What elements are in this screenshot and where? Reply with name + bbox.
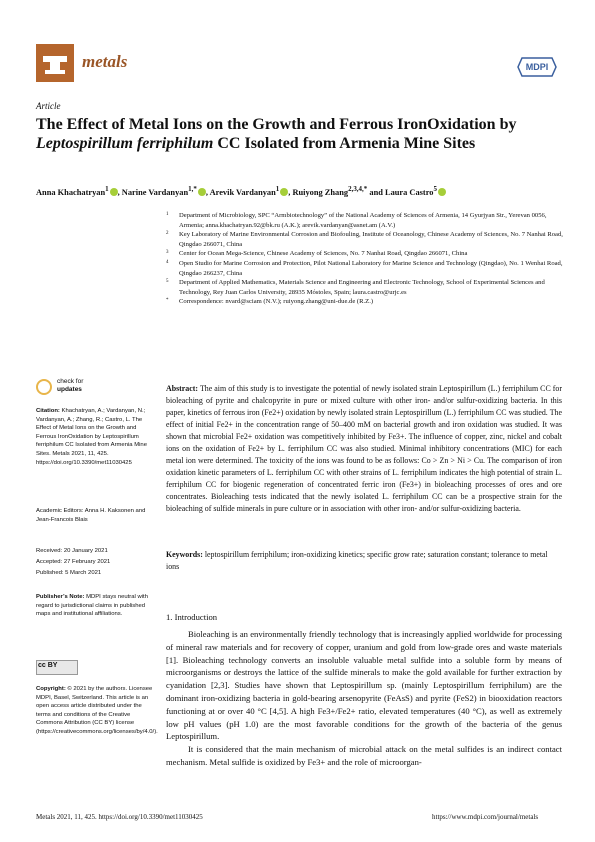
affiliations <box>166 211 571 307</box>
journal-logo <box>36 44 74 82</box>
author-sup: 1 <box>105 185 109 193</box>
affiliation-number: 1 <box>166 212 169 217</box>
author-list <box>36 185 576 197</box>
check-updates-icon <box>36 379 52 395</box>
affiliation-row <box>166 249 571 259</box>
affiliation-number: * <box>166 298 169 304</box>
affiliation-number: 4 <box>166 259 169 265</box>
keywords-label: Keywords: <box>166 550 203 559</box>
abstract-text: The aim of this study is to investigate the potential of newly isolated strain Leptospirillum (L.) ferriphilum CC for bioleaching of pyrite and chalcopyrite in pure or mixed culture with other iron- and/or sulfur-oxidizing bacteria. In this paper, kinetics of ferrous iron (Fe2+) oxidation by newly isolated strain Leptospirillum (L.) ferriphilum CC was studied. The effect of initial Fe2+ in the concentration range of 50–400 mM on bacterial growth and iron oxidation was studied. It was shown that microbial Fe2+ oxidation was competitively inhibited by Fe3+. The influence of copper, zinc, nickel and cobalt ions on the oxidation of Fe2+ by L. ferriphilum CC was also studied. Minimal inhibitory concentrations (MIC) for each metal ion were determined. The toxicity of the ions was found to be as follows: Co > Zn > Ni > Cu. The comparison of iron oxidation kinetic parameters of L. ferriphilum CC with other strains of L. ferriphilum indicates the high potential of strain L. ferriphilum CC for biogenic regeneration of concentrated ferric iron (Fe3+) in bioleaching processes of ores and ore concentrates. Bioleaching tests indicated that the newly isolated L. ferriphilum CC can be a prospective strain for the bioleaching of sulfide minerals in pure culture or in association with other iron- and/or sulfur-oxidizing bacteria. <box>166 384 562 513</box>
affiliation-number: 2 <box>166 231 169 237</box>
citation-block <box>36 407 154 467</box>
check-for-updates-button[interactable] <box>36 378 96 400</box>
author-sup: 1 <box>275 185 280 193</box>
author-name: Anna Khachatryan <box>36 187 106 197</box>
abstract <box>166 383 562 515</box>
footer-citation: Metals 2021, 11, 425. https://doi.org/10.3390/met11030425 <box>36 813 203 821</box>
author-name: Laura Castro <box>385 187 434 197</box>
affiliation-row <box>166 278 571 297</box>
title-italic: Leptospirillum ferriphilum <box>36 135 214 152</box>
check-updates-line1: check for <box>57 378 84 385</box>
author-sep: and <box>367 187 385 197</box>
author-sep: , <box>205 187 210 197</box>
anvil-icon <box>36 44 74 82</box>
section-body <box>166 628 562 769</box>
affiliation-text: Open Studio for Marine Corrosion and Protection, Pilot National Laboratory for Marine Science and Technology (Qingdao), No. 1 Wenhai Road, Qingdao 266237, China <box>179 259 563 277</box>
journal-name: metals <box>82 52 128 71</box>
check-updates-line2: updates <box>57 386 82 393</box>
mdpi-logo <box>517 56 557 83</box>
footer-journal-link[interactable]: https://www.mdpi.com/journal/metals <box>432 813 539 821</box>
affiliation-number: 5 <box>166 279 169 285</box>
publisher-note-label: Publisher’s Note: <box>36 594 85 600</box>
author-name: Narine Vardanyan <box>121 187 189 197</box>
affiliation-number: 3 <box>166 250 169 256</box>
author-sep: , <box>288 187 293 197</box>
author-sup: 2,3,4,* <box>348 185 368 193</box>
title-part2: CC Isolated from Armenia Mine Sites <box>213 135 476 152</box>
author-name: Ruiyong Zhang <box>292 187 349 197</box>
article-type: Article <box>36 101 61 111</box>
paragraph: It is considered that the main mechanism of microbial attack on the metal sulfides is an indirect contact mechanism. Metal sulfide is oxidized by Fe3+ and the role of microorgan- <box>166 744 562 767</box>
abstract-label: Abstract: <box>166 384 198 393</box>
paragraph: Bioleaching is an environmentally friendly technology that is increasingly applied worldwide for processing of mineral raw materials and for recovery of copper, uranium and gold from low-grade ores and waste materials [1]. Bioleaching technology converts an insoluble valuable metal sulfide into a soluble form by means of microorganisms or destroys the lattice of the sulfide minerals to make the gold available for further extraction by cyanidation [2,3]. Studies have shown that Leptospirillum sp. (mainly Leptospirillum ferriphilum) are the dominant iron-oxidizing bacteria in gold-bearing arsenopyrite (FeAsS) and pyrite (FeS2) in biooxidation reactors functioning at or over 40 °C [4,5]. A high Fe3+/Fe2+ ratio, elevated temperatures (40 °C), as well as extremely low pH values (pH 1.0) are the most favorable conditions for the growth of the bacteria of the genus Leptospirillum. <box>166 629 562 742</box>
publisher-note <box>36 593 154 619</box>
affiliation-row <box>166 230 571 249</box>
received-date: Received: 20 January 2021 <box>36 548 108 554</box>
citation-text: Khachatryan, A.; Vardanyan, N.; Vardanyan, A.; Zhang, R.; Castro, L. The Effect of Metal Ions on the Growth and Ferrous IronOxidation by Leptospirillum ferriphilum CC Isolated from Armenia Mine Sites. Metals 2021, 11, 425. https://doi.org/10.3390/met11030425 <box>36 408 147 466</box>
keywords-text: leptospirillum ferriphilum; iron-oxidizing kinetics; specific grow rate; saturation constant; tolerance to metal ions <box>166 550 548 571</box>
mdpi-logo-text: MDPI <box>525 62 549 72</box>
affiliation-row <box>166 259 571 278</box>
affiliation-text: Correspondence: nvard@sciam (N.V.); ruiyong.zhang@uni-due.de (R.Z.) <box>179 298 374 306</box>
affiliation-text: Department of Microbiology, SPC “Armbiotechnology” of the National Academy of Sciences of Armenia, 14 Gyurjyan Str., Yerevan 0056, Armenia; anna.khachatryan.92@bk.ru (A.K.); arevik.vardanyan@asnet.am (A.V.) <box>179 212 547 229</box>
author-sep: , <box>117 187 122 197</box>
author-sup: 5 <box>433 185 437 193</box>
keywords <box>166 549 562 573</box>
affiliation-row <box>166 211 571 230</box>
citation-label: Citation: <box>36 408 60 414</box>
title-part1: The Effect of Metal Ions on the Growth and Ferrous IronOxidation by <box>36 116 517 133</box>
article-title <box>36 115 566 153</box>
affiliation-text: Key Laboratory of Marine Environmental Corrosion and Biofouling, Institute of Oceanology, Chinese Academy of Sciences, No. 7 Nanhai Road, Qingdao 266071, China <box>179 231 563 248</box>
affiliation-text: Department of Applied Mathematics, Materials Science and Engineering and Electronic Technology, School of Experimental Sciences and Technology, Rey Juan Carlos University, 28935 Móstoles, Spain; laura.castro@urjc.es <box>179 279 545 296</box>
affiliation-row <box>166 297 571 307</box>
published-date: Published: 5 March 2021 <box>36 570 102 576</box>
author-sup: 1,* <box>188 185 197 193</box>
orcid-icon[interactable] <box>110 188 118 196</box>
academic-editors: Academic Editors: Anna H. Kaksonen and Jean-Francois Blais <box>36 508 146 523</box>
publisher-note-text: MDPI stays neutral with regard to jurisdictional claims in published maps and institutional affiliations. <box>36 594 148 618</box>
copyright-text: © 2021 by the authors. Licensee MDPI, Basel, Switzerland. This article is an open access article distributed under the terms and conditions of the Creative Commons Attribution (CC BY) license (https://creativecommons.org/licenses/by/4.0/). <box>36 686 158 735</box>
copyright-block <box>36 685 158 737</box>
copyright-label: Copyright: <box>36 686 66 692</box>
affiliation-text: Center for Ocean Mega-Science, Chinese Academy of Sciences, No. 7 Nanhai Road, Qingdao 266071, China <box>179 250 468 258</box>
orcid-icon[interactable] <box>438 188 446 196</box>
section-heading: 1. Introduction <box>166 612 218 622</box>
orcid-icon[interactable] <box>198 188 206 196</box>
author-name: Arevik Vardanyan <box>209 187 276 197</box>
cc-badge-text: cc BY <box>38 662 58 669</box>
accepted-date: Accepted: 27 February 2021 <box>36 559 111 565</box>
